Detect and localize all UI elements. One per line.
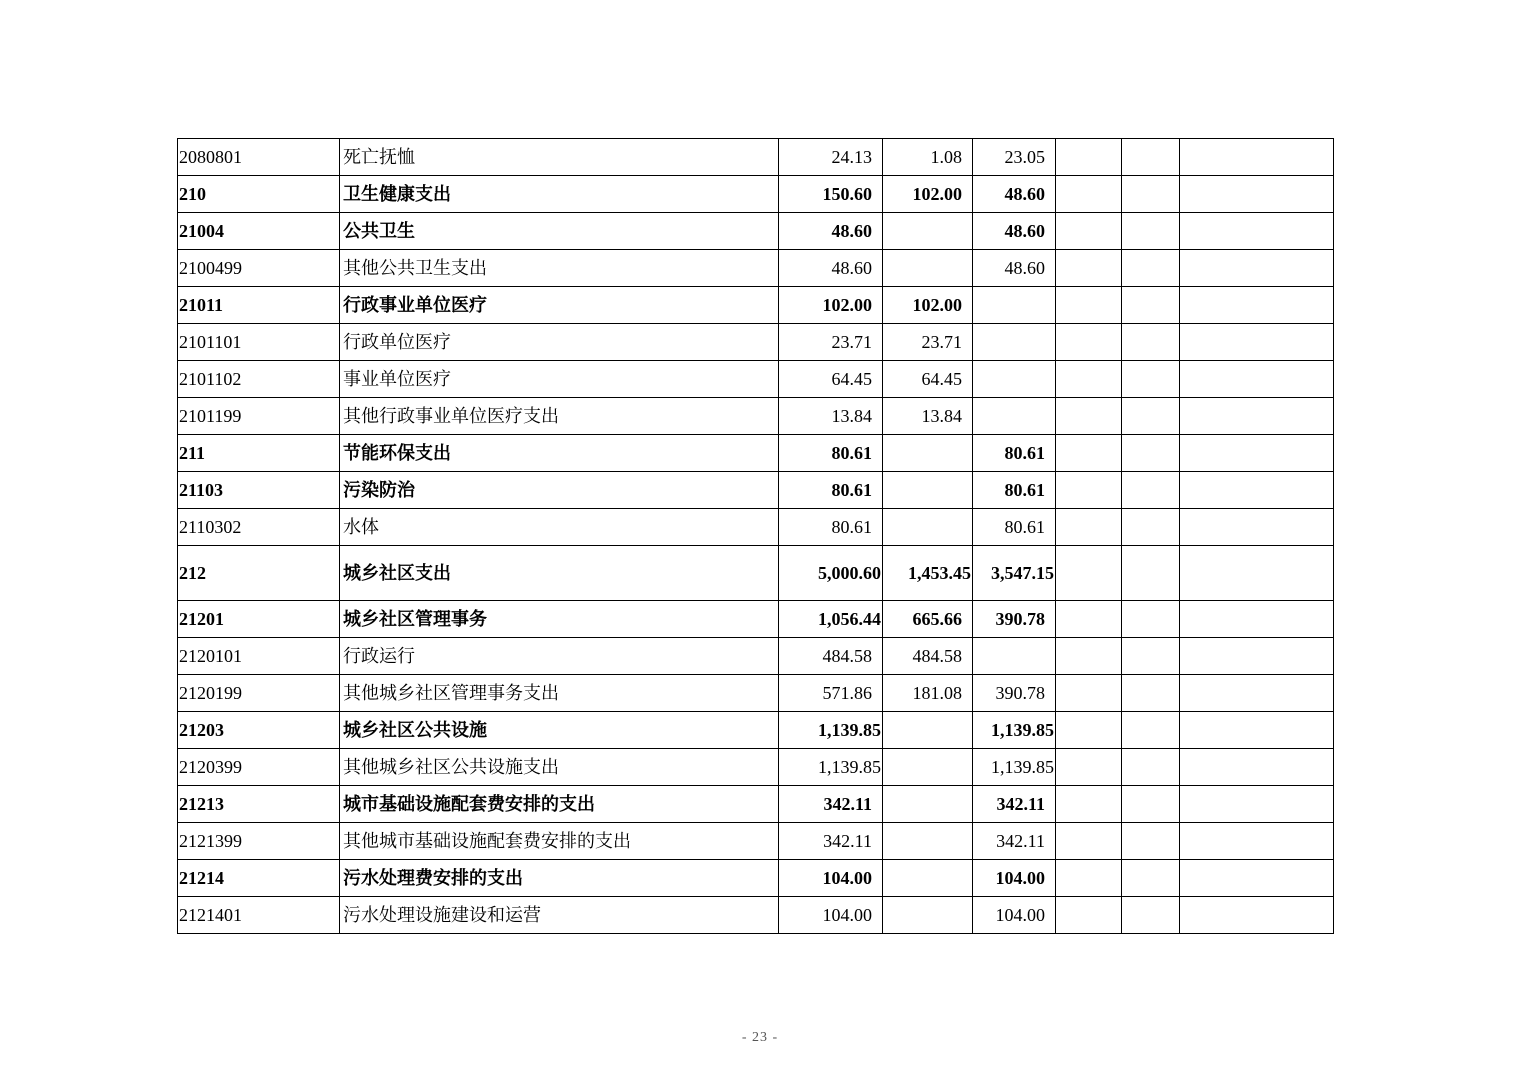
item-code-cell: 21103 [178, 472, 340, 509]
item-code-cell: 2080801 [178, 139, 340, 176]
item-code-cell: 2101102 [178, 361, 340, 398]
total-amount-cell: 1,056.44 [779, 601, 883, 638]
item-code-cell: 2110302 [178, 509, 340, 546]
empty-cell [1122, 287, 1180, 324]
basic-expenditure-cell: 484.58 [883, 638, 973, 675]
empty-cell [1180, 546, 1334, 601]
empty-cell [1056, 675, 1122, 712]
item-name-cell: 其他行政事业单位医疗支出 [340, 398, 779, 435]
empty-cell [1122, 786, 1180, 823]
project-expenditure-cell [973, 287, 1056, 324]
empty-cell [1180, 250, 1334, 287]
project-expenditure-cell: 104.00 [973, 860, 1056, 897]
basic-expenditure-cell [883, 860, 973, 897]
total-amount-cell: 13.84 [779, 398, 883, 435]
empty-cell [1122, 823, 1180, 860]
total-amount-cell: 342.11 [779, 823, 883, 860]
item-code-cell: 2100499 [178, 250, 340, 287]
empty-cell [1180, 638, 1334, 675]
table-row [178, 546, 1334, 601]
project-expenditure-cell: 23.05 [973, 139, 1056, 176]
basic-expenditure-cell [883, 250, 973, 287]
total-amount-cell: 64.45 [779, 361, 883, 398]
empty-cell [1122, 435, 1180, 472]
table-row [178, 139, 1334, 176]
project-expenditure-cell: 1,139.85 [973, 712, 1056, 749]
table-row [178, 324, 1334, 361]
item-name-cell: 城乡社区公共设施 [340, 712, 779, 749]
item-name-cell: 其他城市基础设施配套费安排的支出 [340, 823, 779, 860]
empty-cell [1056, 546, 1122, 601]
empty-cell [1122, 546, 1180, 601]
total-amount-cell: 150.60 [779, 176, 883, 213]
project-expenditure-cell: 80.61 [973, 509, 1056, 546]
basic-expenditure-cell [883, 213, 973, 250]
project-expenditure-cell: 342.11 [973, 786, 1056, 823]
item-name-cell: 污染防治 [340, 472, 779, 509]
item-name-cell: 行政事业单位医疗 [340, 287, 779, 324]
empty-cell [1122, 361, 1180, 398]
table-row [178, 361, 1334, 398]
item-name-cell: 事业单位医疗 [340, 361, 779, 398]
item-code-cell: 2121401 [178, 897, 340, 934]
item-code-cell: 2120101 [178, 638, 340, 675]
item-name-cell: 其他城乡社区公共设施支出 [340, 749, 779, 786]
total-amount-cell: 104.00 [779, 897, 883, 934]
empty-cell [1180, 324, 1334, 361]
total-amount-cell: 342.11 [779, 786, 883, 823]
basic-expenditure-cell [883, 749, 973, 786]
table-row [178, 509, 1334, 546]
project-expenditure-cell: 1,139.85 [973, 749, 1056, 786]
item-code-cell: 21004 [178, 213, 340, 250]
empty-cell [1122, 250, 1180, 287]
empty-cell [1056, 435, 1122, 472]
empty-cell [1180, 139, 1334, 176]
empty-cell [1122, 176, 1180, 213]
empty-cell [1180, 823, 1334, 860]
table-row [178, 472, 1334, 509]
empty-cell [1122, 398, 1180, 435]
total-amount-cell: 24.13 [779, 139, 883, 176]
empty-cell [1180, 398, 1334, 435]
project-expenditure-cell: 3,547.15 [973, 546, 1056, 601]
basic-expenditure-cell: 102.00 [883, 287, 973, 324]
empty-cell [1122, 139, 1180, 176]
empty-cell [1180, 749, 1334, 786]
basic-expenditure-cell [883, 786, 973, 823]
item-code-cell: 2101101 [178, 324, 340, 361]
empty-cell [1122, 638, 1180, 675]
item-name-cell: 节能环保支出 [340, 435, 779, 472]
project-expenditure-cell: 80.61 [973, 472, 1056, 509]
total-amount-cell: 104.00 [779, 860, 883, 897]
empty-cell [1122, 897, 1180, 934]
total-amount-cell: 102.00 [779, 287, 883, 324]
item-code-cell: 21201 [178, 601, 340, 638]
table-body [178, 139, 1334, 934]
empty-cell [1056, 213, 1122, 250]
item-name-cell: 行政运行 [340, 638, 779, 675]
empty-cell [1056, 250, 1122, 287]
project-expenditure-cell [973, 361, 1056, 398]
project-expenditure-cell: 342.11 [973, 823, 1056, 860]
item-name-cell: 卫生健康支出 [340, 176, 779, 213]
project-expenditure-cell: 390.78 [973, 601, 1056, 638]
item-code-cell: 2120199 [178, 675, 340, 712]
total-amount-cell: 484.58 [779, 638, 883, 675]
item-name-cell: 水体 [340, 509, 779, 546]
empty-cell [1180, 361, 1334, 398]
table-row [178, 823, 1334, 860]
item-code-cell: 21203 [178, 712, 340, 749]
table-row [178, 897, 1334, 934]
item-code-cell: 211 [178, 435, 340, 472]
empty-cell [1056, 823, 1122, 860]
basic-expenditure-cell: 23.71 [883, 324, 973, 361]
basic-expenditure-cell [883, 509, 973, 546]
total-amount-cell: 5,000.60 [779, 546, 883, 601]
total-amount-cell: 1,139.85 [779, 749, 883, 786]
project-expenditure-cell [973, 324, 1056, 361]
empty-cell [1056, 638, 1122, 675]
empty-cell [1180, 860, 1334, 897]
project-expenditure-cell [973, 638, 1056, 675]
empty-cell [1180, 601, 1334, 638]
empty-cell [1056, 601, 1122, 638]
project-expenditure-cell: 48.60 [973, 250, 1056, 287]
table-row [178, 287, 1334, 324]
table-row [178, 786, 1334, 823]
total-amount-cell: 48.60 [779, 213, 883, 250]
empty-cell [1180, 897, 1334, 934]
project-expenditure-cell: 80.61 [973, 435, 1056, 472]
item-name-cell: 污水处理费安排的支出 [340, 860, 779, 897]
basic-expenditure-cell: 64.45 [883, 361, 973, 398]
empty-cell [1180, 287, 1334, 324]
item-code-cell: 210 [178, 176, 340, 213]
empty-cell [1122, 472, 1180, 509]
table-row [178, 176, 1334, 213]
table-row [178, 398, 1334, 435]
empty-cell [1180, 786, 1334, 823]
item-code-cell: 21214 [178, 860, 340, 897]
item-name-cell: 城市基础设施配套费安排的支出 [340, 786, 779, 823]
empty-cell [1056, 361, 1122, 398]
item-code-cell: 21011 [178, 287, 340, 324]
project-expenditure-cell: 104.00 [973, 897, 1056, 934]
empty-cell [1122, 712, 1180, 749]
empty-cell [1180, 675, 1334, 712]
empty-cell [1056, 398, 1122, 435]
basic-expenditure-cell [883, 435, 973, 472]
empty-cell [1056, 712, 1122, 749]
table-row [178, 638, 1334, 675]
basic-expenditure-cell [883, 712, 973, 749]
empty-cell [1180, 472, 1334, 509]
table-row [178, 712, 1334, 749]
table-row [178, 749, 1334, 786]
empty-cell [1122, 509, 1180, 546]
basic-expenditure-cell: 181.08 [883, 675, 973, 712]
item-name-cell: 其他城乡社区管理事务支出 [340, 675, 779, 712]
empty-cell [1122, 324, 1180, 361]
item-code-cell: 21213 [178, 786, 340, 823]
empty-cell [1056, 472, 1122, 509]
total-amount-cell: 23.71 [779, 324, 883, 361]
project-expenditure-cell: 48.60 [973, 213, 1056, 250]
item-name-cell: 污水处理设施建设和运营 [340, 897, 779, 934]
empty-cell [1056, 860, 1122, 897]
empty-cell [1056, 897, 1122, 934]
empty-cell [1056, 509, 1122, 546]
project-expenditure-cell: 48.60 [973, 176, 1056, 213]
empty-cell [1056, 786, 1122, 823]
item-name-cell: 公共卫生 [340, 213, 779, 250]
empty-cell [1122, 213, 1180, 250]
empty-cell [1180, 509, 1334, 546]
project-expenditure-cell [973, 398, 1056, 435]
total-amount-cell: 48.60 [779, 250, 883, 287]
empty-cell [1056, 176, 1122, 213]
project-expenditure-cell: 390.78 [973, 675, 1056, 712]
basic-expenditure-cell [883, 897, 973, 934]
total-amount-cell: 80.61 [779, 435, 883, 472]
basic-expenditure-cell [883, 472, 973, 509]
empty-cell [1180, 435, 1334, 472]
empty-cell [1122, 675, 1180, 712]
empty-cell [1122, 601, 1180, 638]
empty-cell [1180, 712, 1334, 749]
item-code-cell: 212 [178, 546, 340, 601]
item-code-cell: 2120399 [178, 749, 340, 786]
page-number: - 23 - [741, 1030, 779, 1045]
empty-cell [1122, 860, 1180, 897]
empty-cell [1122, 749, 1180, 786]
basic-expenditure-cell: 1,453.45 [883, 546, 973, 601]
item-code-cell: 2121399 [178, 823, 340, 860]
basic-expenditure-cell: 102.00 [883, 176, 973, 213]
item-name-cell: 行政单位医疗 [340, 324, 779, 361]
total-amount-cell: 80.61 [779, 472, 883, 509]
item-code-cell: 2101199 [178, 398, 340, 435]
empty-cell [1180, 213, 1334, 250]
total-amount-cell: 1,139.85 [779, 712, 883, 749]
table-row [178, 435, 1334, 472]
basic-expenditure-cell [883, 823, 973, 860]
table-row [178, 250, 1334, 287]
item-name-cell: 死亡抚恤 [340, 139, 779, 176]
table-row [178, 213, 1334, 250]
basic-expenditure-cell: 13.84 [883, 398, 973, 435]
budget-table [177, 138, 1334, 934]
empty-cell [1056, 139, 1122, 176]
table-row [178, 601, 1334, 638]
basic-expenditure-cell: 665.66 [883, 601, 973, 638]
empty-cell [1056, 324, 1122, 361]
item-name-cell: 其他公共卫生支出 [340, 250, 779, 287]
table-row [178, 675, 1334, 712]
basic-expenditure-cell: 1.08 [883, 139, 973, 176]
item-name-cell: 城乡社区管理事务 [340, 601, 779, 638]
total-amount-cell: 571.86 [779, 675, 883, 712]
empty-cell [1180, 176, 1334, 213]
table-row [178, 860, 1334, 897]
empty-cell [1056, 287, 1122, 324]
empty-cell [1056, 749, 1122, 786]
item-name-cell: 城乡社区支出 [340, 546, 779, 601]
total-amount-cell: 80.61 [779, 509, 883, 546]
